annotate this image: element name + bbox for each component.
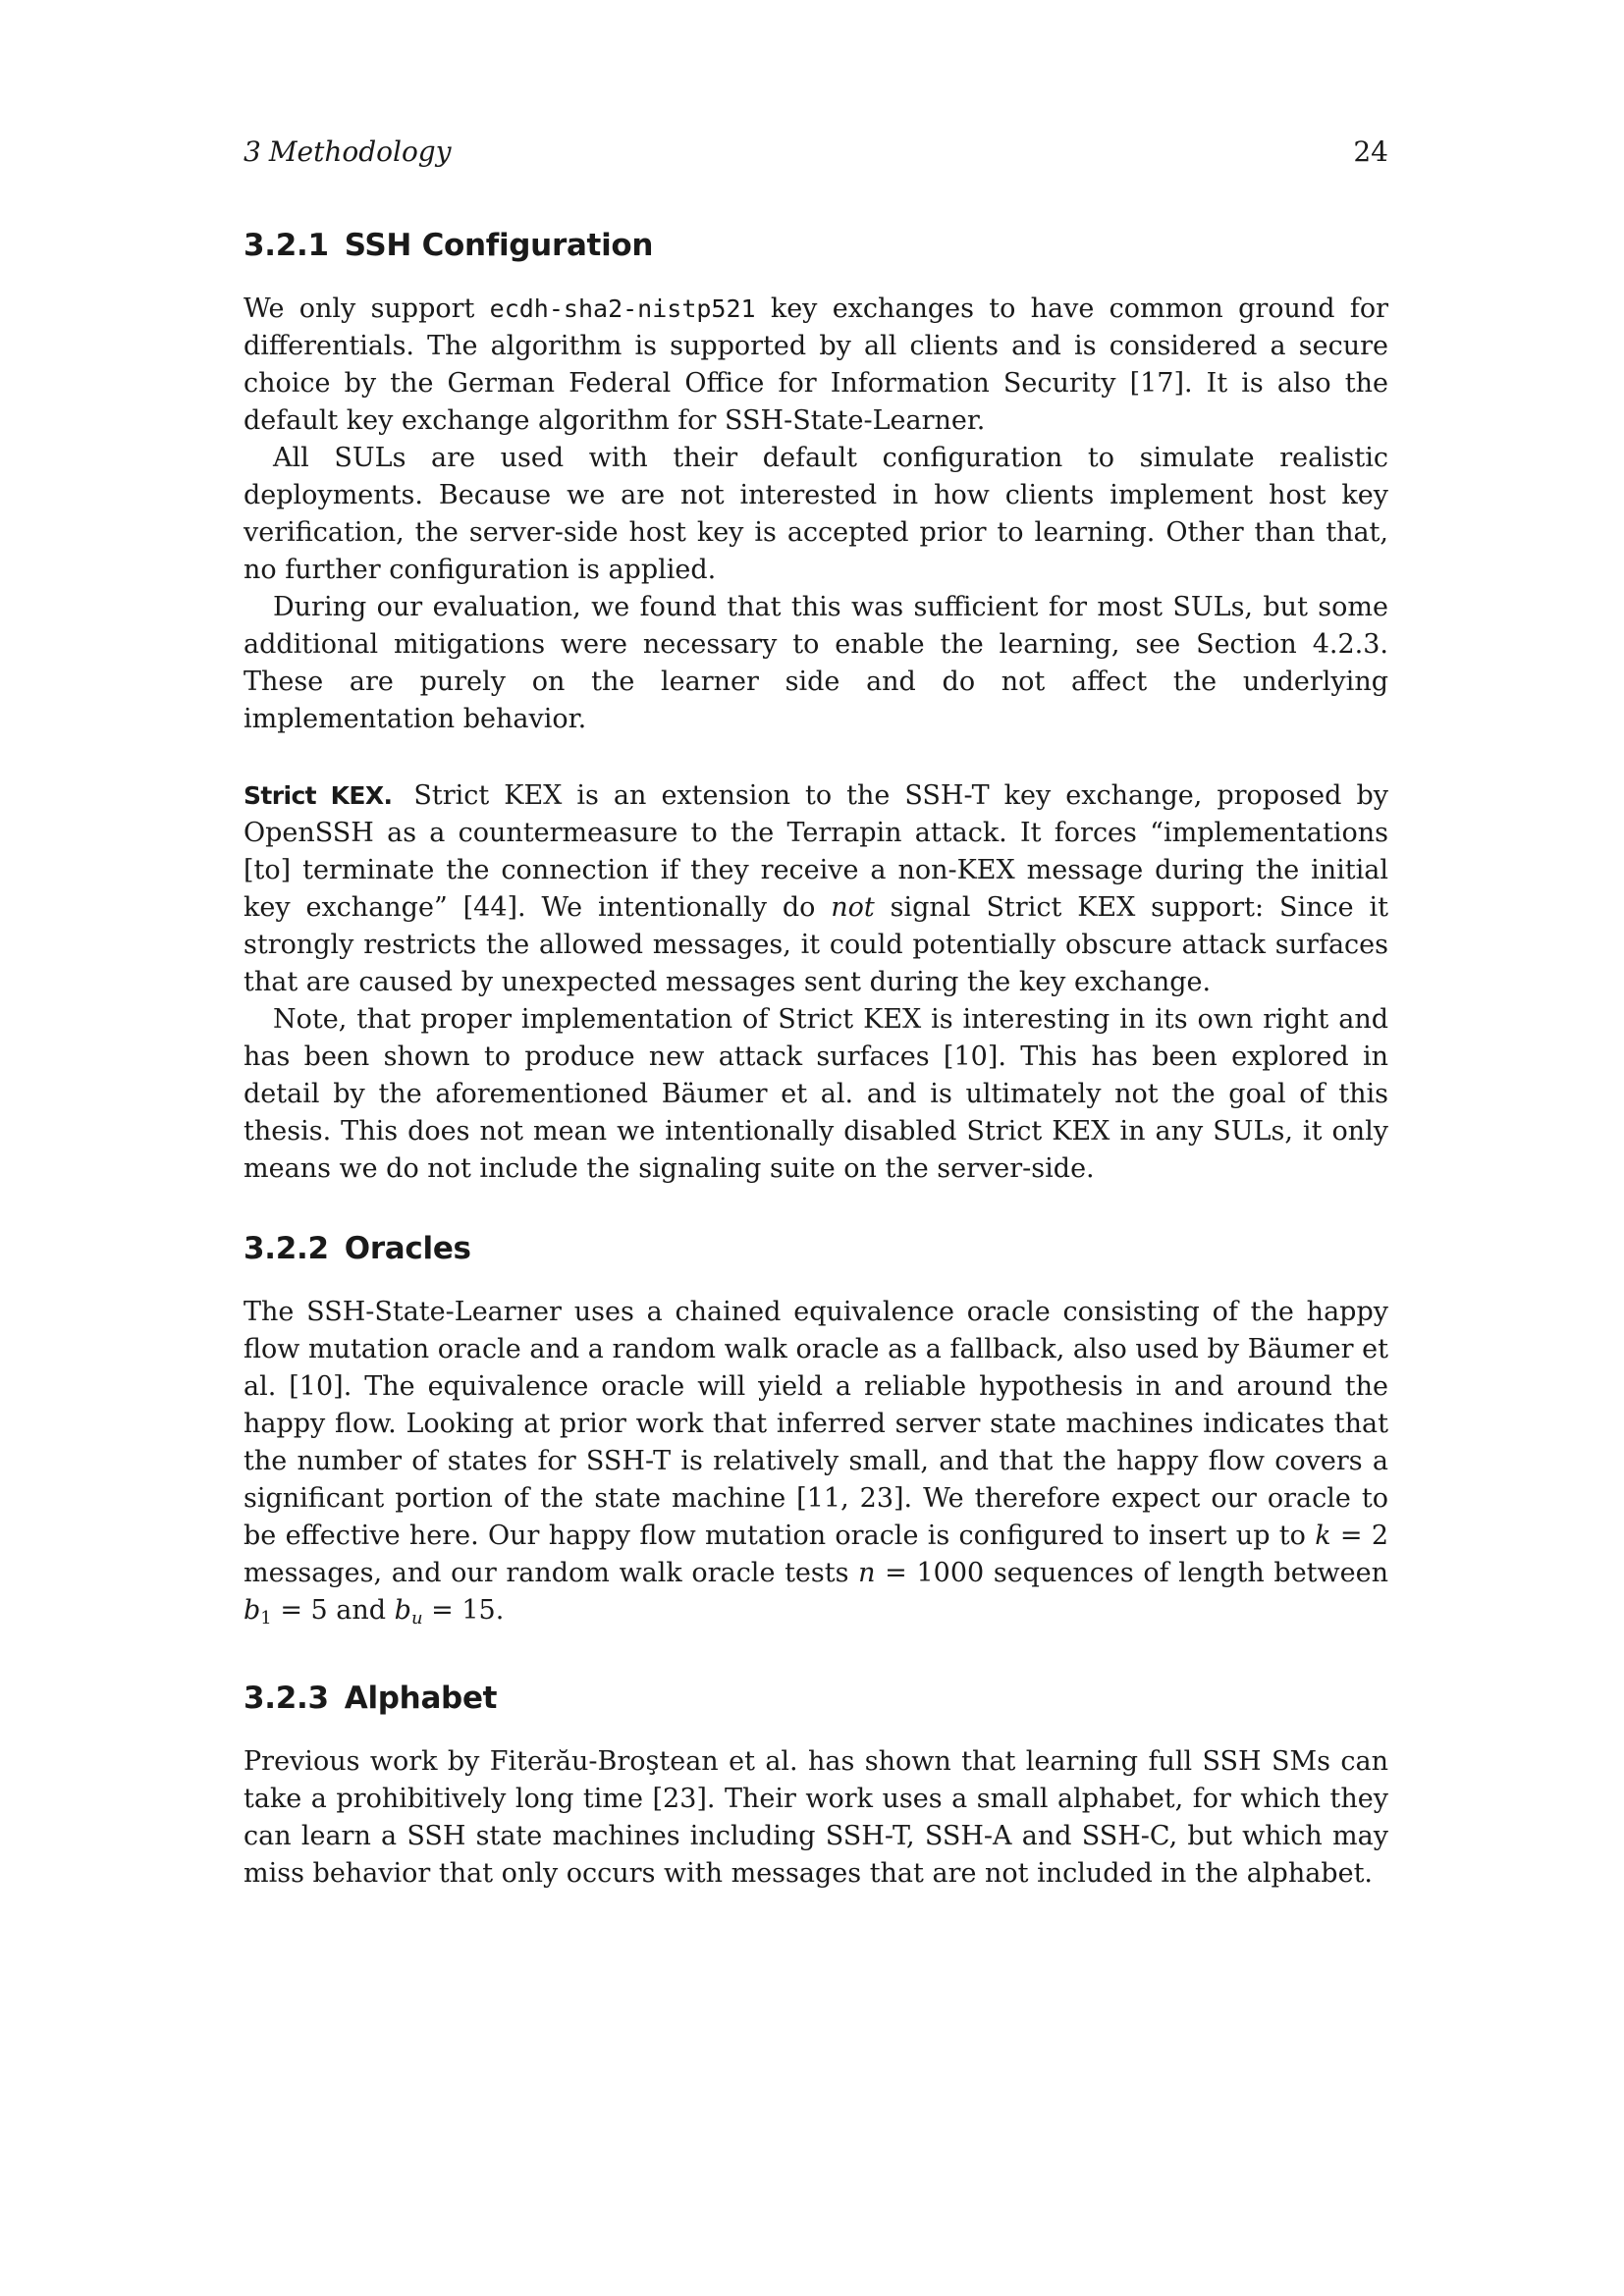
running-header bbox=[244, 133, 1388, 173]
math-variable: n bbox=[858, 1558, 876, 1588]
section-title: SSH Configuration bbox=[344, 228, 654, 263]
strict-kex-paragraphs bbox=[244, 777, 1388, 1188]
paragraph bbox=[244, 1294, 1388, 1637]
inline-code: ecdh-sha2-nistp521 bbox=[489, 294, 756, 323]
text-run: Strict KEX is an extension to the SSH-T key exchange, proposed by OpenSSH as a countermeasure to the Terrapin attack. It forces “implementations [to] terminate the connection if they receive a non-KEX message during the initial key exchange” [44]. We intentionally do bbox=[244, 780, 1389, 923]
paragraph bbox=[244, 291, 1388, 440]
math-text: = 2 bbox=[1330, 1521, 1388, 1551]
section-heading bbox=[244, 1229, 1388, 1268]
section-heading bbox=[244, 226, 1388, 265]
text-run: The SSH-State-Learner uses a chained equivalence oracle consisting of the happy flow mutation oracle and a random walk oracle as a fallback, also used by Bäumer et al. [10]. The equivalence oracle will yield a reliable hypothesis in and around the happy flow. Looking at prior work that inferred server state machines indicates that the number of states for SSH-T is relatively small, and that the happy flow covers a significant portion of the state machine [11, 23]. We therefore expect our oracle to be effective here. Our happy flow mutation oracle is configured to insert up to bbox=[244, 1297, 1388, 1551]
section-number: 3.2.2 bbox=[244, 1231, 329, 1266]
text-run: key exchanges to have common ground for differentials. The algorithm is supported by all clients and is considered a secure choice by the German Federal Office for Information Security [17]. It is also the default key exchange algorithm for SSH-State-Learner. bbox=[244, 294, 1388, 436]
text-run: messages, and our random walk oracle tests bbox=[244, 1558, 859, 1588]
text-run: signal Strict KEX support: Since it strongly restricts the allowed messages, it could potentially obscure attack surfaces that are caused by unexpected messages sent during the key exchange. bbox=[244, 892, 1388, 997]
text-run: sequences of length between bbox=[984, 1558, 1388, 1588]
math-variable: b bbox=[244, 1595, 261, 1626]
math-subscript: 1 bbox=[260, 1608, 272, 1629]
paragraph: All SULs are used with their default configuration to simulate realistic deployments. Because we are not interested in how clients implement host key verification, the server-side host key is accepted prior to learning. Other than that, no further configuration is applied. bbox=[244, 443, 1388, 585]
math-variable: b bbox=[394, 1595, 411, 1626]
section-alphabet bbox=[244, 1679, 1388, 1893]
runin-heading: Strict KEX. bbox=[244, 781, 393, 810]
math-variable: k bbox=[1315, 1521, 1331, 1551]
text-run: . bbox=[495, 1595, 505, 1626]
math-text: = 1000 bbox=[875, 1558, 985, 1588]
emphasis: not bbox=[831, 892, 875, 923]
section-title: Alphabet bbox=[344, 1681, 498, 1716]
chapter-title: Methodology bbox=[268, 135, 452, 168]
paragraph: Note, that proper implementation of Strict KEX is interesting in its own right and has been shown to produce new attack surfaces [10]. This has been explored in detail by the aforementioned Bäumer et al. and is ultimately not the goal of this thesis. This does not mean we intentionally disabled Strict KEX in any SULs, it only means we do not include the signaling suite on the server-side. bbox=[244, 1004, 1388, 1184]
section-number: 3.2.1 bbox=[244, 228, 329, 263]
text-run: and bbox=[327, 1595, 395, 1626]
chapter-number: 3 bbox=[244, 135, 261, 168]
section-oracles bbox=[244, 1229, 1388, 1637]
section-title: Oracles bbox=[344, 1231, 471, 1266]
paragraph: During our evaluation, we found that this was sufficient for most SULs, but some additional mitigations were necessary to enable the learning, see Section 4.2.3. These are purely on the learner side and do not affect the underlying implementation behavior. bbox=[244, 592, 1388, 734]
paragraph: Previous work by Fiterău-Broştean et al. has shown that learning full SSH SMs can take a prohibitively long time [23]. Their work uses a small alphabet, for which they can learn a SSH state machines including SSH-T, SSH-A and SSH-C, but which may miss behavior that only occurs with messages that are not included in the alphabet. bbox=[244, 1746, 1388, 1889]
text-run: We only support bbox=[244, 294, 490, 324]
page-number: 24 bbox=[1353, 135, 1388, 168]
math-text: = 5 bbox=[271, 1595, 328, 1626]
page bbox=[244, 133, 1388, 1934]
math-subscript: u bbox=[410, 1608, 423, 1629]
section-ssh-configuration bbox=[244, 226, 1388, 1188]
paragraph bbox=[244, 777, 1388, 1001]
section-number: 3.2.3 bbox=[244, 1681, 329, 1716]
running-chapter-title bbox=[244, 133, 452, 171]
math-text: = 15 bbox=[422, 1595, 496, 1626]
section-heading bbox=[244, 1679, 1388, 1718]
config-paragraphs bbox=[244, 291, 1388, 738]
